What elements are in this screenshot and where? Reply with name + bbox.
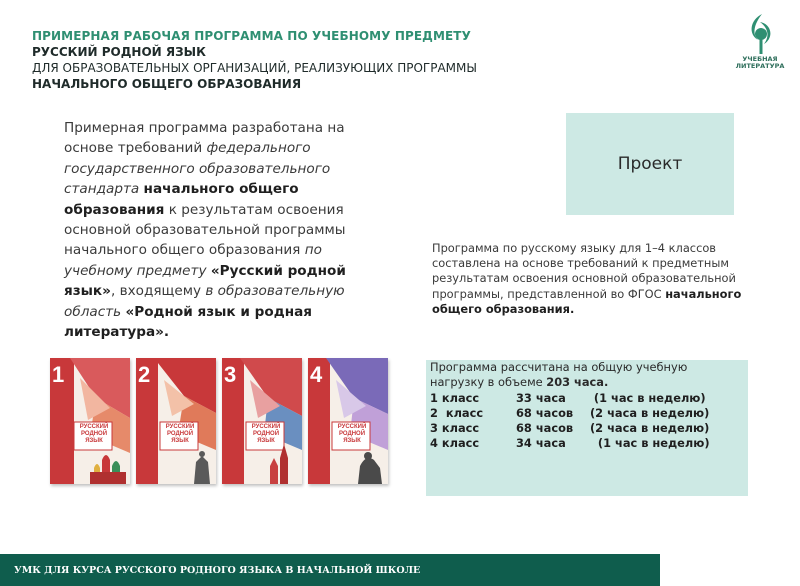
book-title: [248, 424, 284, 445]
book-title-line: РОДНОЙ: [252, 431, 280, 437]
hours-count: 34 часа: [516, 436, 566, 450]
hours-count: 33 часа: [516, 391, 566, 405]
basis-part: начального общего образования.: [432, 286, 742, 316]
hours-per-week: (2 часа в неделю): [586, 406, 710, 420]
hours-row: [430, 421, 710, 436]
desc-part: Примерная программа разработана на основе требований: [64, 120, 345, 157]
book-number: 3: [224, 362, 237, 387]
header-line-2: РУССКИЙ РОДНОЙ ЯЗЫК: [32, 45, 206, 59]
hours-row: [430, 436, 710, 451]
program-description: [64, 118, 390, 342]
hours-row: [430, 391, 710, 406]
hours-table: [430, 391, 710, 451]
hours-per-week: (2 часа в неделю): [586, 421, 710, 435]
desc-part: к результатам освоения основной образовательной программы начального общего образования: [64, 201, 346, 259]
hours-grade: 2 класс: [430, 406, 484, 420]
book-title-line: РОДНОЙ: [338, 431, 366, 437]
book-title: [76, 424, 112, 445]
book-number: 2: [138, 362, 151, 387]
book-title-line: ЯЗЫК: [85, 438, 103, 444]
header-line-3: ДЛЯ ОБРАЗОВАТЕЛЬНЫХ ОРГАНИЗАЦИЙ, РЕАЛИЗУЮЩИХ ПРОГРАММЫ: [32, 61, 477, 75]
project-box: [566, 113, 734, 215]
textbook-cover-4: [308, 358, 388, 484]
basis-part: Программа по русскому языку для 1–4 классов составлена на основе требований к предметным результатам освоения основной образовательной программы, представленной во ФГОС: [432, 241, 736, 301]
book-title-line: РОДНОЙ: [166, 431, 194, 437]
hours-intro-text: Программа рассчитана на общую учебную нагрузку в объеме: [430, 360, 688, 389]
header-line-1: ПРИМЕРНАЯ РАБОЧАЯ ПРОГРАММА ПО УЧЕБНОМУ ПРЕДМЕТУ: [32, 29, 471, 43]
hours-per-week: (1 час в неделю): [586, 391, 706, 405]
slide-header: [32, 28, 652, 92]
desc-part: «Родной язык и родная литература».: [64, 303, 312, 341]
hours-intro: [430, 360, 740, 389]
hours-grade: 3 класс: [430, 421, 480, 435]
footer-text: УМК ДЛЯ КУРСА РУССКОГО РОДНОГО ЯЗЫКА В НАЧАЛЬНОЙ ШКОЛЕ: [14, 564, 421, 576]
hours-per-week: (1 час в неделю): [586, 436, 710, 450]
program-basis-text: [432, 241, 762, 317]
desc-part: начального общего образования: [64, 181, 299, 218]
desc-part: по учебному предмету: [64, 242, 322, 279]
hours-count: 68 часов: [516, 421, 574, 435]
textbook-covers: [50, 358, 390, 486]
book-title-line: ЯЗЫК: [171, 438, 189, 444]
book-title: [334, 424, 370, 445]
hours-count: 68 часов: [516, 406, 574, 420]
logo-line-2: ЛИТЕРАТУРА: [735, 62, 785, 70]
desc-part: , входящему: [110, 283, 206, 300]
book-title-line: РУССКИЙ: [165, 424, 195, 430]
publisher-logo: [732, 12, 788, 74]
hours-box: [426, 360, 748, 496]
book-title-line: ЯЗЫК: [343, 438, 361, 444]
publisher-logo-text: [732, 56, 788, 70]
textbook-cover-3: [222, 358, 302, 484]
project-label: Проект: [617, 154, 683, 174]
book-title: [162, 424, 198, 445]
desc-part: в образовательную область: [64, 283, 345, 320]
hours-row: [430, 406, 710, 421]
textbook-cover-1: [50, 358, 130, 484]
book-title-line: РОДНОЙ: [80, 431, 108, 437]
publisher-logo-icon: [732, 12, 788, 56]
book-title-line: РУССКИЙ: [79, 424, 109, 430]
hours-grade: 1 класс: [430, 391, 480, 405]
hours-total: 203 часа.: [546, 374, 609, 389]
footer-bar: [0, 554, 660, 586]
header-line-4: НАЧАЛЬНОГО ОБЩЕГО ОБРАЗОВАНИЯ: [32, 77, 302, 91]
desc-part: «Русский родной язык»: [64, 262, 346, 300]
logo-line-1: УЧЕБНАЯ: [742, 55, 778, 63]
book-title-line: ЯЗЫК: [257, 438, 275, 444]
desc-part: федерального государственного образовательного стандарта: [64, 140, 331, 198]
book-number: 1: [52, 362, 65, 387]
textbook-cover-2: [136, 358, 216, 484]
book-title-line: РУССКИЙ: [251, 424, 281, 430]
book-number: 4: [310, 362, 323, 387]
book-title-line: РУССКИЙ: [337, 424, 367, 430]
hours-grade: 4 класс: [430, 436, 480, 450]
